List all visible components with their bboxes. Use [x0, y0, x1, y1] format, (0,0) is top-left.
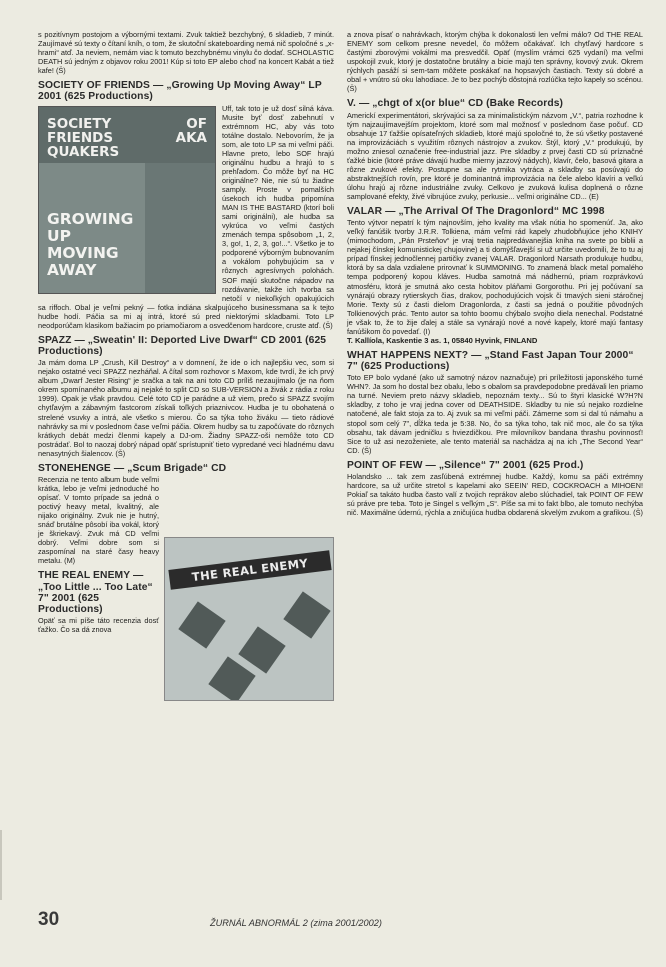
cover-title-sof: SOCIETY OF FRIENDS AKA QUAKERS: [47, 115, 207, 160]
left-column: [38, 30, 334, 703]
cover-subtitle-sof: GROWING UP MOVING AWAY: [47, 209, 134, 279]
review-text-valar: Tento výtvor nepatrí k tým najnovším, jeho kvality ma však nútia ho spomenúť. Ja, ako veľký fanúšik tvorby J.R.R. Tolkiena, mám veľmi rád kapely zhudobňujúce jeho KNIHY (mimochodom, „Pán Prsteňov“ je vraj tretia najpredávanejšia kniha na svete po biblii a nejakej čínskej komunistickej chujovine) a ti domýšľavejší si už určite uvedomili, že to tu aj prípad fínskej jednočlennej partičky zvanej VALAR. Dragonlord Narsath produkuje hudbu, ktorá by sa dala vzdialene prirovnať k SUMMONING. To znamená black metal pomalého tempa podporený kopou kláves. Hudba samotná má nádhernú, priam rozprávkovú atmosféru, ktorá je smutná ako cesta hobitov pláňami Gorgorothu. Pri jej počúvaní sa vynárajú obrazy rytierskych čias, drakov, pochodujúcich vojsk či tmavých sieni stáročnej Morie. Texty sú z časti dielom Dragonlorda, z časti sa jedná o použitie pôvodných Tolkienových prác. Tento autor sa tohto boomu chýbalo svojho diela nenechal. Podstatné je však to, že to žije ďalej a stále sa vynárajú nové a nové kapely, ktoré majú fantasy fanúšikom čo povedať. (I): [347, 218, 643, 336]
review-title-spazz: SPAZZ — „Sweatin' II: Deported Live Dwarf“ CD 2001 (625 Productions): [38, 334, 327, 358]
review-text-real-enemy-cont: a znova písať o nahrávkach, ktorým chýba k dokonalosti len veľmi málo? Od THE REAL ENEMY som celkom presne nevedel, čo môžem očakávať. Ich chytľavý hardcore s častými zborovými vokálmi ma presvedčil. Opäť (myslím vrámci 625 vydaní) ma veľmi uspokojil zvuk, ktorý je dostatočne brutálny a bicie majú ten správny, kovový zvuk. Okrem rýchlych pasáží si sem-tam môžete poskákať na hopsavých častiach. Texty sú dobré a obal + vnútro sú oku lahodiace. Je to bez pochýb dôstojná rozlúčka tejto kapely so scénou. (Š): [347, 30, 643, 94]
review-title-sof: SOCIETY OF FRIENDS — „Growing Up Moving Away“ LP 2001 (625 Productions): [38, 80, 322, 103]
cover-title-real-enemy: THE REAL ENEMY: [168, 550, 331, 590]
page-footer: [38, 909, 644, 932]
album-cover-sof: [38, 106, 216, 294]
intro-review-text: s pozitívnym postojom a výbornými textami. Zvuk taktiež bezchybný, 6 skladieb, 7 minút. Zaujímavé sú texty o čítaní kníh, o tom, že skutoční skateboarding nemá nič spoločné s „x-hrami“ atď. Ja neviem, nemám viac k tomuto bezchybnému vinylu čo dodať. SCHOLASTIC DEATH sú jedným z objavov roku 2001! Kúp si toto EP alebo choď na koncert Kabát a tiež kafe! (Š): [38, 30, 334, 76]
review-title-v: V. — „chgt of x(or blue“ CD (Bake Records): [347, 98, 564, 110]
binding-edge-mark: [0, 830, 2, 900]
review-title-valar: VALAR — „The Arrival Of The Dragonlord“ MC 1998: [347, 206, 605, 217]
page-number: 30: [38, 909, 60, 930]
review-text-stonehenge: Recenzia ne tento album bude veľmi krátka, lebo je veľmi jednoduché ho opísať. V tomto prípade sa jedná o poctivý heavy metal, kvalitný, ale nijako originálny. Zvuk nie je hutný, snáď brutálne pôsobí iba vokál, ktorý je škriekavý. Zvuk má CD veľmi dobrý. Veľmi dobre som si zaspomínal na staré časy heavy metalu. (M): [38, 474, 159, 566]
review-text-pof: Holandsko ... tak zem zasľúbená extrémnej hudbe. Každý, komu sa páči extrémny hardcore, sa už určite stretol s kapelami ako SEEIN' RED, COCKROACH a MIHOEN! Pokiaľ sa takáto hudba často valí z tvojich reprákov alebo slúchadiel, tak POINT OF FEW sú práve pre teba. Toto je Singel s veľkým „S“. Píše sa mi to fakt blbo, ale tomuto nechýba nič. Maximálne údernú, rýchla a zničujúca hudba obdarená skvelým zvukom a grafikou. (Š): [347, 471, 643, 518]
review-title-pof: POINT OF FEW — „Silence“ 7" 2001 (625 Prod.): [347, 459, 584, 471]
review-text-spazz: Ja mám doma LP „Crush, Kill Destroy“ a v domnení, že ide o ich najlepšiu vec, som si nejako ostatné veci SPAZZ nezháňal. A čítal som rozhovor s Maxom, kde tvrdí, že ich prvý album „Dwarf Jester Rising“ je sračka a tak na ani toto CD príliš nezaujímalo (je na ňom okrem spomínaného albumu aj nejaké to split CD so SUB-VERSION a živák z rádia z roku 1999). Opak je však pravdou. Celé toto CD je parádne a už viem, prečo si SPAZZ svojím chytľavým a zábavným fastcorom získali toľkých priaznivcov. Hudba je tu obohatená o strelené vsuvky a intrá, ale všetko s mierou. Čo sa týka toho živáku — tieto rádiové nahrávky sa mi v poslednom čase veľmi páčia. Okrem hudby sa tu započúvate do rôznych krátkych debát medzi členmi kapely a DJ-om. Žiadny SPAZZ-oši nemôže toto CD postrádať. Bol to naozaj dobrý nápad opäť sprístupniť tieto vypredané veci hladnému davu nenasytných šialencov. (Š): [38, 358, 334, 458]
contact-address-valar: T. Kallíola, Kaskentie 3 as. 1, 05840 Hyvink, FINLAND: [347, 335, 538, 345]
review-text-sof: Uff, tak toto je už dosť silná káva. Musite byť dosť zabehnutí v extrémnom HC, aby vás toto totálne dostalo. Nebovorím, že ja som, ale toto LP sa mi veľmi páči. Hlavne preto, lebo SOF hrajú originálnu hudbu a hrajú to s prehľadom. Čo môže byť na HC originálne? Nie, nie sú tu žiadne samply. Proste v pomalších úsekoch ich hudba pripomína MAN IS THE BASTARD (ktorí boli sami originálni), ale hudba sa vykrúca vo veľmi častých zmenách tempa spôsobom „1, 2, 3, go!, 1, 2, 3, go!...“. Všetko je to podporené výborným bubnovaním a vokálom pohybujúcim sa v rôznych agresívnych polohách. SOF majú skutočne nápadov na rozdávanie, takže ich tvorba sa netočí v niekoľkých opakujúcich sa riffoch. Obal je veľmi pekný — fotka indiána skalpujúceho businessmana sa k tejto hudbe hodí. Páčia sa mi aj intrá, ktoré sú pred niektorými skladbami. Toto LP neodporúčam klasikom bažiacim po priamočiarom a osvedčenom hardcore, cruste atď. (Š): [38, 103, 334, 330]
right-column: [347, 30, 643, 517]
review-title-stonehenge: STONEHENGE — „Scum Brigade“ CD: [38, 462, 227, 474]
review-text-real-enemy: Opäť sa mi píše táto recenzia dosť ťažko. Čo sa dá znova: [38, 616, 159, 635]
album-cover-real-enemy: [164, 537, 334, 701]
review-text-whn: Toto EP bolo vydané (ako už samotný názov naznačuje) pri príležitosti japonského turné WHN?. Ja som ho dostal bez obalu, lebo s obalom sa pravdepodobne predávali len priamo na turné. Neviem preto názvy skladieb, nepoznám texty... Sú to štyri klasické W?H?N skladby, z toho je vraj jedna cover od DEATHSIDE. Skladby tu nie sú nejako rozdielne natočené, ale fakt stoja za to. Aj zvuk sa mi veľmi páči. Zámerne som si dal tú námahu a stopol som celý 7", dĺžka teda je 5:38. No, čo sa týka toho, tak nič moc, ale čo sa týka obsahu, tak dávam jedničku s hviezdičkou. Pre milovníkov bandana thrashu povinnosť! Sice to už asi nezoženiete, ale tento materiál sa nachádza aj na ich „The Second Year“ CD. (Š): [347, 373, 643, 455]
review-title-whn: WHAT HAPPENS NEXT? — „Stand Fast Japan Tour 2000“ 7" (625 Productions): [347, 349, 634, 373]
review-text-v: Americkí experimentátori, skrývajúci sa za minimalistickým názvom „V.“, patria rozhodne k tým najzaujímavejším projektom, ktoré som mal možnosť v poslednom čase počuť. CD obsahuje 17 ťažšie opísateľných skladieb, ktoré majú spoločné to, že sú všetky postavené na improvizáciách s využitím rôznych nástrojov a zvukov. Štýl, ktorý „V.“ produkujú, by možno zniesol označenie free-industrial jazz. Pre skladby z prvej časti CD sú príznačné ťažké bicie (ktoré práve dávajú hudbe mierny jazzový nádych), klavír, čelo, basová gitara a rôzne zvukové efekty. Postupne sa ale rytmika vytráca a skladby sa posúvajú do abstraktnejších rovín, pre ktoré je dominantná improvizácia na čele alebo klavíri a veľkú úlohu hrajú aj rôzne industriálne zvuky. Celkovo je zvuková kulisa doplnená o rôzne samplované efekty, živé vibrujúce zvuky, perkusie... veľmi originálne CD... (E): [347, 110, 643, 201]
footer-title: ŽURNÁL ABNORMÁL 2 (zima 2001/2002): [210, 918, 382, 928]
review-title-real-enemy: THE REAL ENEMY — „Too Little ... Too Late“ 7" 2001 (625 Productions): [38, 570, 153, 616]
